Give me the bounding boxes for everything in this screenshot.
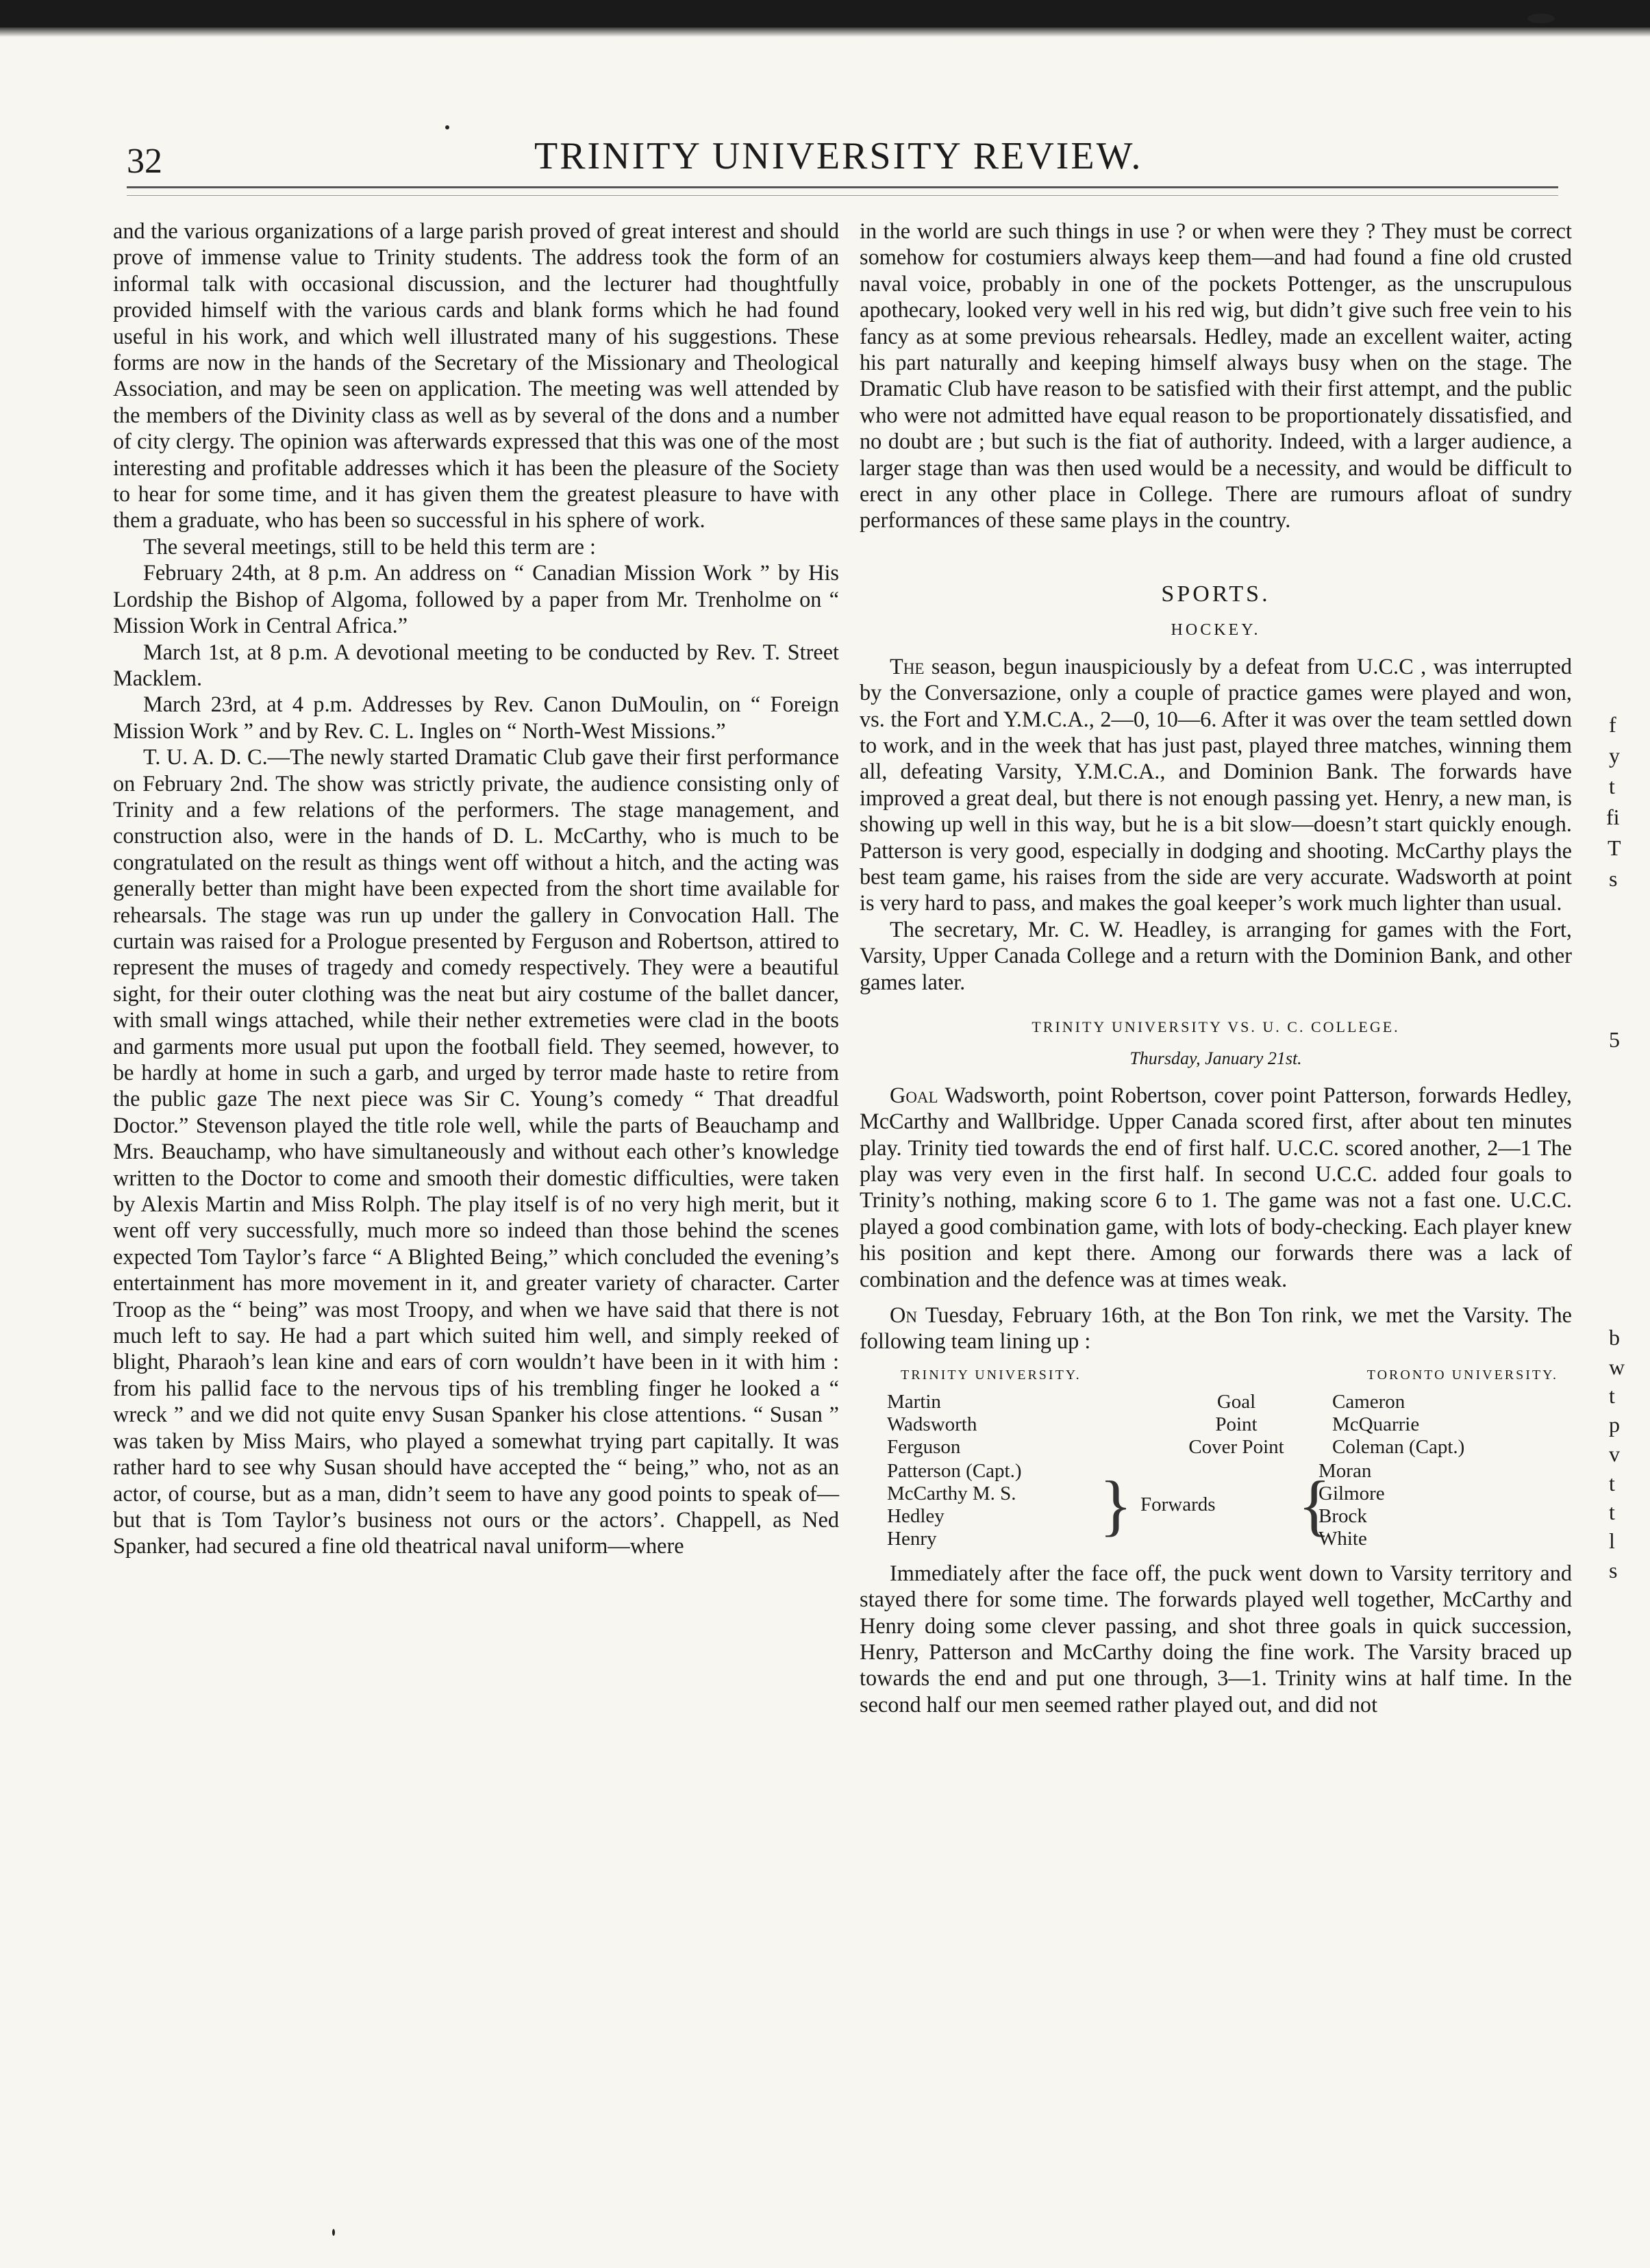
lineup-trinity-player: Wadsworth (887, 1413, 977, 1435)
edge-fragment: f (1609, 712, 1616, 737)
lineup-row (860, 1436, 1572, 1459)
right-brace: } (1099, 1466, 1132, 1543)
left-paragraph-1: and the various organizations of a large parish proved of great interest and should prove of immense value to Trinity students. The address took the form of an informal talk with occasional discussion, and the lecturer had thoughtfully provided himself with the various cards and blank forms which he had found useful in his work, and which well illustrated many of his suggestions. These forms are now in the hands of the Secretary of the Missionary and Theological Association, and may be seen on application. The meeting was well attended by the members of the Divinity class as well as by several of the dons and a number of city clergy. The opinion was afterwards expressed that this was one of the most interesting and profitable addresses which it has been the pleasure of the Society to hear for some time, and it has given them the greatest pleasure to have with them a graduate, who has been so successful in his sphere of work. (113, 218, 839, 533)
left-column (113, 218, 839, 1559)
lineup-toronto-player: Cameron (1332, 1390, 1405, 1413)
lineup-left-heading: TRINITY UNIVERSITY. (901, 1367, 1082, 1383)
lineup-trinity-player: Martin (887, 1390, 941, 1413)
edge-fragment: t (1609, 1500, 1615, 1524)
edge-fragment: l (1609, 1528, 1615, 1553)
hockey-lead-word: The (890, 653, 925, 679)
toronto-forward: White (1318, 1527, 1367, 1550)
lineup-position: Cover Point (1188, 1435, 1284, 1458)
trinity-forward: Hedley (887, 1504, 945, 1527)
scan-speck (445, 125, 449, 129)
edge-fragment: t (1609, 774, 1615, 798)
header-rule (127, 186, 1558, 188)
match-paragraph (860, 1082, 1572, 1292)
header-rule-thin (127, 195, 1558, 196)
forwards-position: Forwards (1140, 1494, 1216, 1516)
match-date: Thursday, January 21st. (1129, 1048, 1302, 1069)
left-paragraph-4: March 1st, at 8 p.m. A devotional meeting to be conducted by Rev. T. Street Macklem. (113, 639, 839, 690)
left-paragraph-6: T. U. A. D. C.—The newly started Dramatic Club gave their first performance on February 2nd. The show was strictly private, the audience consisting only of Trinity and a few relations of the performers. The stage management, and construction also, were in the hands of D. L. McCarthy, who is much to be congratulated on the result as things went off without a hitch, and the acting was generally better than might have been expected from the short time available for rehearsals. The stage was run up under the gallery in Convocation Hall. The curtain was raised for a Prologue presented by Ferguson and Robertson, attired to represent the muses of tragedy and comedy respectively. They were a beautiful sight, for their outer clothing was the neat but airy costume of the ballet dancer, with small wings attached, while their nether extremeties were clad in the boots and garments more usual put upon the football field. They seemed, however, to be hardly at home in such a garb, and urged by terror made haste to retire from the public gaze The next piece was Sir C. Young’s comedy “ That dreadful Doctor.” Stevenson played the title role well, while the parts of Beauchamp and Mrs. Beauchamp, who have simultaneously and without each other’s knowledge written to the Doctor to come and smooth their domestic difficulties, were taken by Alexis Martin and Miss Rolph. The play itself is of no very high merit, but it went off very successfully, much more so indeed than those behind the scenes expected Tom Taylor’s farce “ A Blighted Being,” which concluded the evening’s entertainment has more movement in it, and greater variety of character. Carter Troop as the “ being” was most Troopy, and when we have said that there is not much left to say. He had a part which suited him well, and simply reeked of blight, Pharaoh’s lean kine and ears of corn wouldn’t have been in it with him : from his pallid face to the nervous tips of his trembling finger he looked a “ wreck ” and we did not quite envy Susan Spanker his close attentions. “ Susan ” was taken by Miss Mairs, who played a somewhat trying part capitally. It was rather hard to see why Susan should have accepted the “ being,” who, not as an actor, of course, but as a man, didn’t seem to have any good points to speak of—but that is Tom Taylor’s business not ours or the actors’. Chappell, as Ned Spanker, had secured a fine old theatrical naval uniform—where (113, 744, 839, 1559)
trinity-forward: Henry (887, 1527, 937, 1550)
match-lead-word: Goal (890, 1082, 938, 1107)
page-number: 32 (127, 142, 162, 181)
lineup-position: Goal (1216, 1390, 1256, 1413)
match-heading: TRINITY UNIVERSITY VS. U. C. COLLEGE. (1032, 1018, 1400, 1035)
team-lineup (860, 1364, 1572, 1550)
toronto-forwards (1318, 1460, 1385, 1550)
edge-fragment: w (1609, 1354, 1625, 1379)
running-head: TRINITY UNIVERSITY REVIEW. (534, 135, 1143, 177)
sports-heading: SPORTS. (1161, 581, 1271, 607)
toronto-forward: Gilmore (1318, 1482, 1385, 1504)
hockey-paragraph-1 (860, 653, 1572, 916)
edge-fragment: s (1609, 1558, 1618, 1583)
toronto-forward: Moran (1318, 1459, 1372, 1482)
scan-blot (1527, 14, 1555, 23)
edge-fragment: T (1608, 835, 1621, 860)
trinity-forward: Patterson (Capt.) (887, 1459, 1022, 1482)
right-column (860, 218, 1572, 1717)
hockey-paragraph-2: The secretary, Mr. C. W. Headley, is arranging for games with the Fort, Varsity, Upper Canada College and a return with the Dominion Bank, and other games later. (860, 916, 1572, 994)
varsity-lead-word: On (890, 1302, 917, 1328)
left-paragraph-5: March 23rd, at 4 p.m. Addresses by Rev. Canon DuMoulin, on “ Foreign Mission Work ” and by Rev. C. L. Ingles on “ North-West Missions.” (113, 692, 839, 743)
varsity-paragraph-2: Immediately after the face off, the puck went down to Varsity territory and stayed there for some time. The forwards played well together, McCarthy and Henry doing some clever passing, and shot three goals in quick succession, Henry, Patterson and McCarthy doing the fine work. The Varsity braced up towards the end and put one through, 3—1. Trinity wins at half time. In the second half our men seemed rather played out, and did not (860, 1560, 1572, 1717)
edge-fragment: t (1609, 1471, 1615, 1496)
hockey-heading: HOCKEY. (1171, 621, 1261, 640)
lineup-row (860, 1413, 1572, 1436)
lineup-forwards (860, 1460, 1572, 1550)
edge-fragment: b (1609, 1325, 1620, 1350)
left-brace: { (1298, 1466, 1331, 1543)
left-paragraph-3: February 24th, at 8 p.m. An address on “ Canadian Mission Work ” by His Lordship the Bishop of Algoma, followed by a paper from Mr. Trenholme on “ Mission Work in Central Africa.” (113, 560, 839, 638)
toronto-forward: Brock (1318, 1504, 1367, 1527)
left-paragraph-2: The several meetings, still to be held this term are : (143, 533, 596, 559)
facing-page-edge (1582, 0, 1650, 2268)
match-paragraph-text: Wadsworth, point Robertson, cover point Patterson, forwards Hedley, McCarthy and Wallbridge. Upper Canada scored first, after about ten minutes play. Trinity tied towards the end of first half. U.C.C. scored another, 2—1 The play was very even in the first half. In second U.C.C. added four goals to Trinity’s nothing, making score 6 to 1. The game was not a fast one. U.C.C. played a good combination game, with lots of body-checking. Each player knew his position and kept there. Among our forwards there was a lack of combination and the defence was at times weak. (860, 1082, 1572, 1292)
scan-top-band (0, 0, 1650, 27)
lineup-position: Point (1215, 1413, 1258, 1435)
edge-fragment: v (1609, 1441, 1620, 1466)
trinity-forward: McCarthy M. S. (887, 1482, 1016, 1504)
right-paragraph-1: in the world are such things in use ? or when were they ? They must be correct somehow for costumiers always keep them—and had found a fine old crusted naval voice, probably in one of the pockets Pottenger, as the unscrupulous apothecary, looked very well in his red wig, but didn’t give such free vein to his fancy as at some previous rehearsals. Hedley, made an excellent waiter, acting his part naturally and keeping himself always busy when on the stage. The Dramatic Club have reason to be satisfied with their first attempt, and the public who were not admitted have equal reason to be proportionately dissatisfied, and no doubt are ; but such is the fiat of authority. Indeed, with a larger audience, a larger stage than was then used would be a necessity, and would be difficult to erect in any other place in College. There are rumours afloat of sundry performances of these same plays in the country. (860, 218, 1572, 533)
trinity-forwards (887, 1460, 1099, 1550)
edge-fragment: fi (1606, 805, 1620, 829)
lineup-row (860, 1391, 1572, 1413)
edge-fragment: s (1609, 866, 1618, 891)
edge-fragment: y (1609, 743, 1620, 768)
edge-fragment: p (1609, 1412, 1620, 1437)
lineup-headings (860, 1364, 1572, 1387)
hockey-paragraph-1-text: season, begun inauspiciously by a defeat from U.C.C , was interrupted by the Conversazione, only a couple of practice games were played and won, vs. the Fort and Y.M.C.A., 2—0, 10—6. After it was over the team settled down to work, and in the week that has just past, played three matches, winning them all, defeating Varsity, Y.M.C.A., and Dominion Bank. The forwards have improved a great deal, but there is not enough passing yet. Henry, a new man, is showing up well in this way, but he is a bit slow—doesn’t start quickly enough. Patterson is very good, especially in dodging and shooting. McCarthy plays the best team game, his raises from the side are very accurate. Wadsworth at point is very hard to pass, and makes the goal keeper’s work much lighter than usual. (860, 653, 1572, 916)
varsity-paragraph-1 (860, 1302, 1572, 1354)
scan-speck (332, 2229, 335, 2236)
lineup-right-heading: TORONTO UNIVERSITY. (1366, 1367, 1558, 1383)
edge-fragment: t (1609, 1383, 1615, 1408)
lineup-trinity-player: Ferguson (887, 1435, 961, 1458)
varsity-paragraph-1-text: Tuesday, February 16th, at the Bon Ton rink, we met the Varsity. The following team lining up : (860, 1302, 1572, 1354)
scan-top-shadow (0, 27, 1650, 37)
edge-fragment: 5 (1609, 1027, 1620, 1052)
lineup-toronto-player: Coleman (Capt.) (1332, 1435, 1465, 1458)
lineup-toronto-player: McQuarrie (1332, 1413, 1420, 1435)
